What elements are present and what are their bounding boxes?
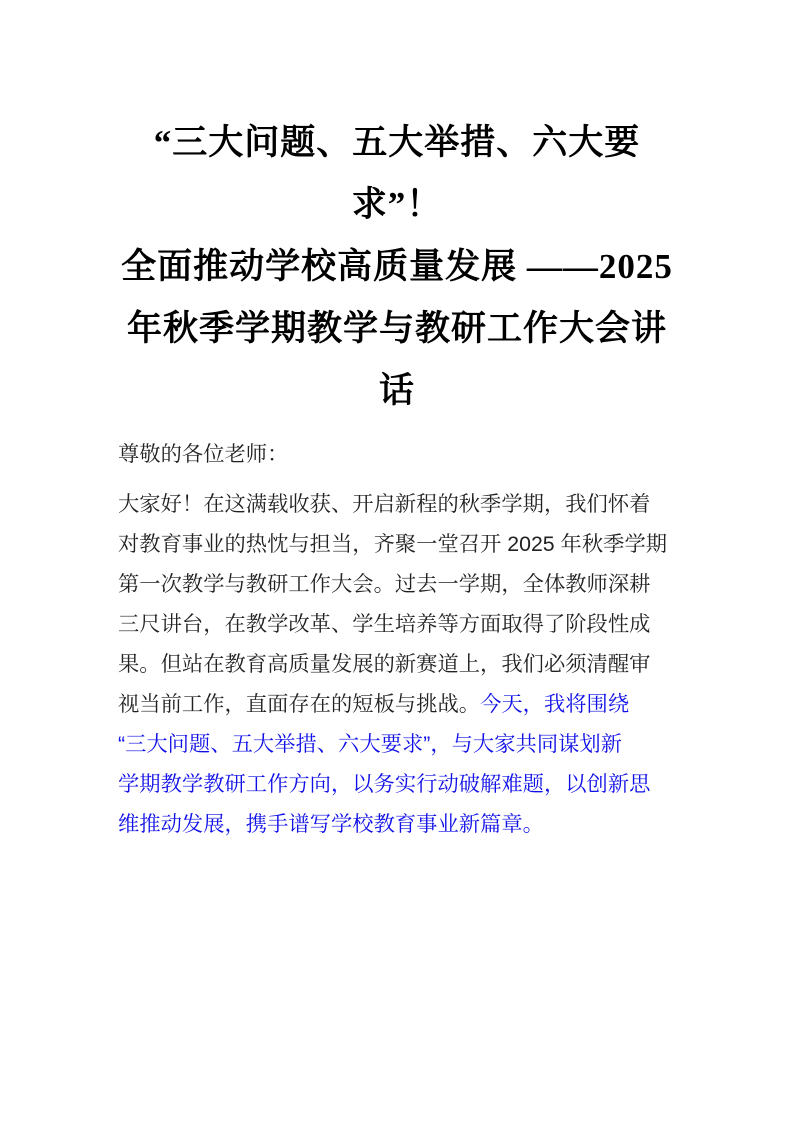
body-text-blue: 今天，我将围绕 (480, 692, 630, 716)
title-line-4: 话 (378, 371, 415, 410)
body-line: 对教育事业的热忱与担当，齐聚一堂召开 2025 年秋季学期 (118, 532, 668, 556)
body-text-black: 视当前工作，直面存在的短板与挑战。 (118, 692, 481, 716)
body-line: 大家好！在这满载收获、开启新程的秋季学期，我们怀着 (118, 492, 651, 516)
title-line-2: 全面推动学校高质量发展 ——2025 (121, 247, 673, 286)
body-line-blue: 学期教学教研工作方向，以务实行动破解难题，以创新思 (118, 772, 651, 796)
document-content (118, 0, 676, 844)
title-line-1: “三大问题、五大举措、六大要求”！ (153, 123, 641, 224)
body-line: 果。但站在教育高质量发展的新赛道上，我们必须清醒审 (118, 652, 651, 676)
salutation-line: 尊敬的各位老师： (118, 442, 289, 466)
title-line-3: 年秋季学期教学与教研工作大会讲 (126, 309, 667, 348)
body-line-blue: “三大问题、五大举措、六大要求”，与大家共同谋划新 (118, 732, 623, 756)
body-line-blue: 维推动发展，携手谱写学校教育事业新篇章。 (118, 812, 544, 836)
body-line-mixed (118, 684, 676, 724)
document-title (118, 112, 676, 422)
body-line: 三尺讲台，在教学改革、学生培养等方面取得了阶段性成 (118, 612, 651, 636)
body-line: 第一次教学与教研工作大会。过去一学期，全体教师深耕 (118, 572, 651, 596)
body-paragraph (118, 484, 676, 844)
